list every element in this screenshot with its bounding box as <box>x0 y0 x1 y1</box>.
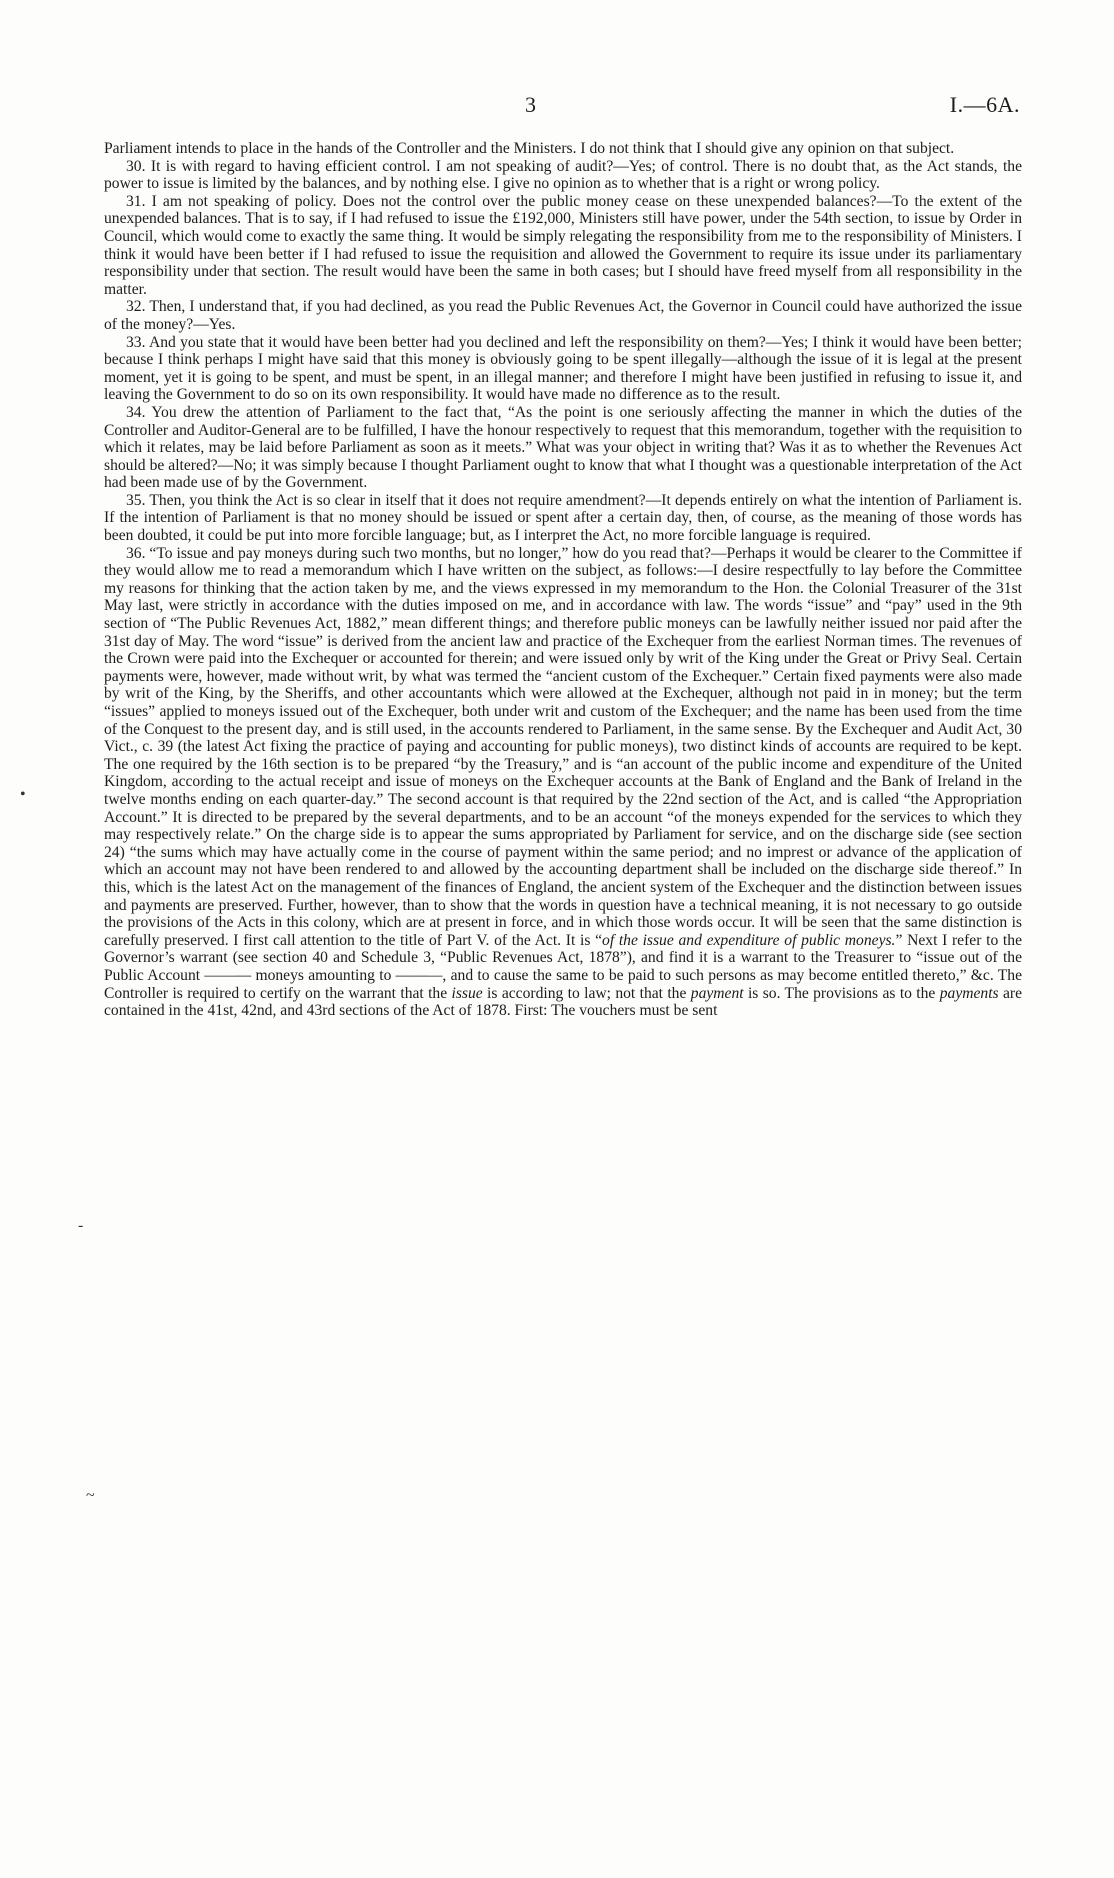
page-number: 3 <box>525 92 537 117</box>
italic-term: issue <box>451 984 483 1002</box>
paragraph-number: 31. <box>126 192 146 210</box>
margin-tick: ~ <box>86 1487 95 1504</box>
paragraph <box>104 492 1022 545</box>
paragraph <box>104 404 1022 492</box>
paragraph <box>104 158 1022 193</box>
paragraph-text: I am not speaking of policy. Does not the control over the public money cease on these unexpended balances?—To the extent of the unexpended balances. That is to say, if I had refused to issue the £192,000, Ministers still have power, under the 54th section, to issue by Order in Council, which would come to exactly the same thing. It would be simply relegating the responsibility from me to the responsibility of Ministers. I think it would have been better if I had refused to issue the requisition and allowed the Government to require its issue under its parliamentary responsibility under that section. The result would have been the same in both cases; but I should have freed myself from all responsibility in the matter. <box>104 192 1023 298</box>
italic-term: payment <box>690 984 744 1002</box>
paragraph-text: Then, I understand that, if you had declined, as you read the Public Revenues Act, the Governor in Council could have authorized the issue of the money?—Yes. <box>104 298 1022 333</box>
page-header <box>120 92 1020 122</box>
paragraph <box>104 298 1022 333</box>
paragraph-number: 32. <box>126 298 146 316</box>
paragraph-text: “To issue and pay moneys during such two months, but no longer,” how do you read that?—Perhaps it would be clearer to the Committee if they would allow me to read a memorandum which I have written on the subject, as follows:—I desire respectfully to lay before the Committee my reasons for thinking that the action taken by me, and the views expressed in my memorandum to the Hon. the Colonial Treasurer of the 31st May last, were strictly in accordance with the duties imposed on me, and in accordance with law. The words “issue” and “pay” used in the 9th section of “The Public Revenues Act, 1882,” mean different things; and therefore public moneys can be lawfully neither issued nor paid after the 31st day of May. The word “issue” is derived from the ancient law and practice of the Exchequer from the earliest Norman times. The revenues of the Crown were paid into the Exchequer or accounted for therein; and were issued only by writ of the King under the Great or Privy Seal. Certain payments were, however, made without writ, by what was termed the “ancient custom of the Exchequer.” Certain fixed payments were also made by writ of the King, by the Sheriffs, and other accountants which were allowed at the Exchequer, although not paid in in money; but the term “issues” applied to moneys issued out of the Exchequer, both under writ and custom of the Exchequer; and the name has been used from the time of the Conquest to the present day, and is still used, in the accounts rendered to Parliament, in the same sense. By the Exchequer and Audit Act, 30 Vict., c. 39 (the latest Act fixing the practice of paying and accounting for public moneys), two distinct kinds of accounts are required to be kept. The one required by the 16th section is to be prepared “by the Treasury,” and is “an account of the public income and expenditure of the United Kingdom, according to the actual receipt and issue of moneys on the Exchequer accounts at the Bank of England and the Bank of Ireland in the twelve months ending on each quarter-day.” The second account is that required by the 22nd section of the Act, and is called “the Appropriation Account.” It is directed to be prepared by the several departments, and to be an account “of the moneys expended for the services to which they may respectively relate.” On the charge side is to appear the sums appropriated by Parliament for service, and on the discharge side (see section 24) “the sums which may have actually come in the course of payment within the same period; and no imprest or advance of the application of which an account may not have been rendered to and allowed by the accounting department shall be included on the discharge side thereof.” In this, which is the latest Act on the management of the finances of England, the ancient system of the Exchequer and the distinction between issues and payments are preserved. Further, however, than to show that the words in question have a technical meaning, it is not necessary to go outside the provisions of the Acts in this colony, which are at present in force, and in which those words occur. It will be seen that the same distinction is carefully preserved. I first call attention to the title of Part V. of the Act. It is “of the issue and expenditure of public moneys.” Next I refer to the Governor’s warrant (see section 40 and Schedule 3, “Public Revenues Act, 1878”), and find it is a warrant to the Treasurer to “issue out of the Public Account ——— moneys amounting to ———, and to cause the same to be paid to such persons as may become entitled thereto,” &c. The Controller is required to certify on the warrant that the issue is according to law; not that the payment is so. The provisions as to the payments are contained in the 41st, 42nd, and 43rd sections of the Act of 1878. First: The vouchers must be sent <box>104 544 1023 1020</box>
paragraph-text: Then, you think the Act is so clear in itself that it does not require amendment?—It depends entirely on what the intention of Parliament is. If the intention of Parliament is that no money should be issued or spent after a certain day, then, of course, as the meaning of those words has been doubted, it could be put into more forcible language; but, as I interpret the Act, no more forcible language is required. <box>104 491 1022 545</box>
paragraph-text: It is with regard to having efficient control. I am not speaking of audit?—Yes; of control. There is no doubt that, as the Act stands, the power to issue is limited by the balances, and by nothing else. I give no opinion as to whether that is a right or wrong policy. <box>104 157 1022 193</box>
paragraph-text: And you state that it would have been better had you declined and left the responsibility on them?—Yes; I think it would have been better; because I think perhaps I might have said that this money is obviously going to be spent illegally—although the issue of it is legal at the present moment, yet it is going to be spent, and must be spent, in an illegal manner; and therefore I might have been justified in refusing to issue it, and leaving the Government to do so on its own responsibility. It would have made no difference as to the result. <box>104 333 1022 404</box>
paragraph-number: 33. <box>126 333 146 351</box>
paragraph-text: You drew the attention of Parliament to the fact that, “As the point is one seriously affecting the manner in which the duties of the Controller and Auditor-General are to be fulfilled, I have the honour respectively to request that this memorandum, together with the requisition to which it relates, may be laid before Parliament as soon as it meets.” What was your object in writing that? Was it as to whether the Revenues Act should be altered?—No; it was simply because I thought Parliament ought to know that what I thought was a questionable interpretation of the Act had been made use of by the Government. <box>104 403 1022 492</box>
paragraph-number: 34. <box>126 403 146 421</box>
italic-term: of the issue and expenditure of public moneys. <box>602 931 896 949</box>
italic-term: payments <box>939 984 999 1002</box>
margin-dot: • <box>20 786 26 803</box>
paragraph <box>104 545 1022 1020</box>
body-text <box>104 140 1022 1020</box>
margin-dash: - <box>78 1217 84 1234</box>
paragraph <box>104 193 1022 299</box>
paragraph-number: 35. <box>126 491 146 509</box>
paragraph <box>104 334 1022 404</box>
paragraph-number: 30. <box>126 157 146 175</box>
paragraph-text: Parliament intends to place in the hands of the Controller and the Ministers. I do not think that I should give any opinion on that subject. <box>104 140 955 157</box>
document-reference: I.—6A. <box>949 92 1020 117</box>
paragraph-number: 36. <box>126 544 146 562</box>
paragraph <box>104 140 1022 158</box>
